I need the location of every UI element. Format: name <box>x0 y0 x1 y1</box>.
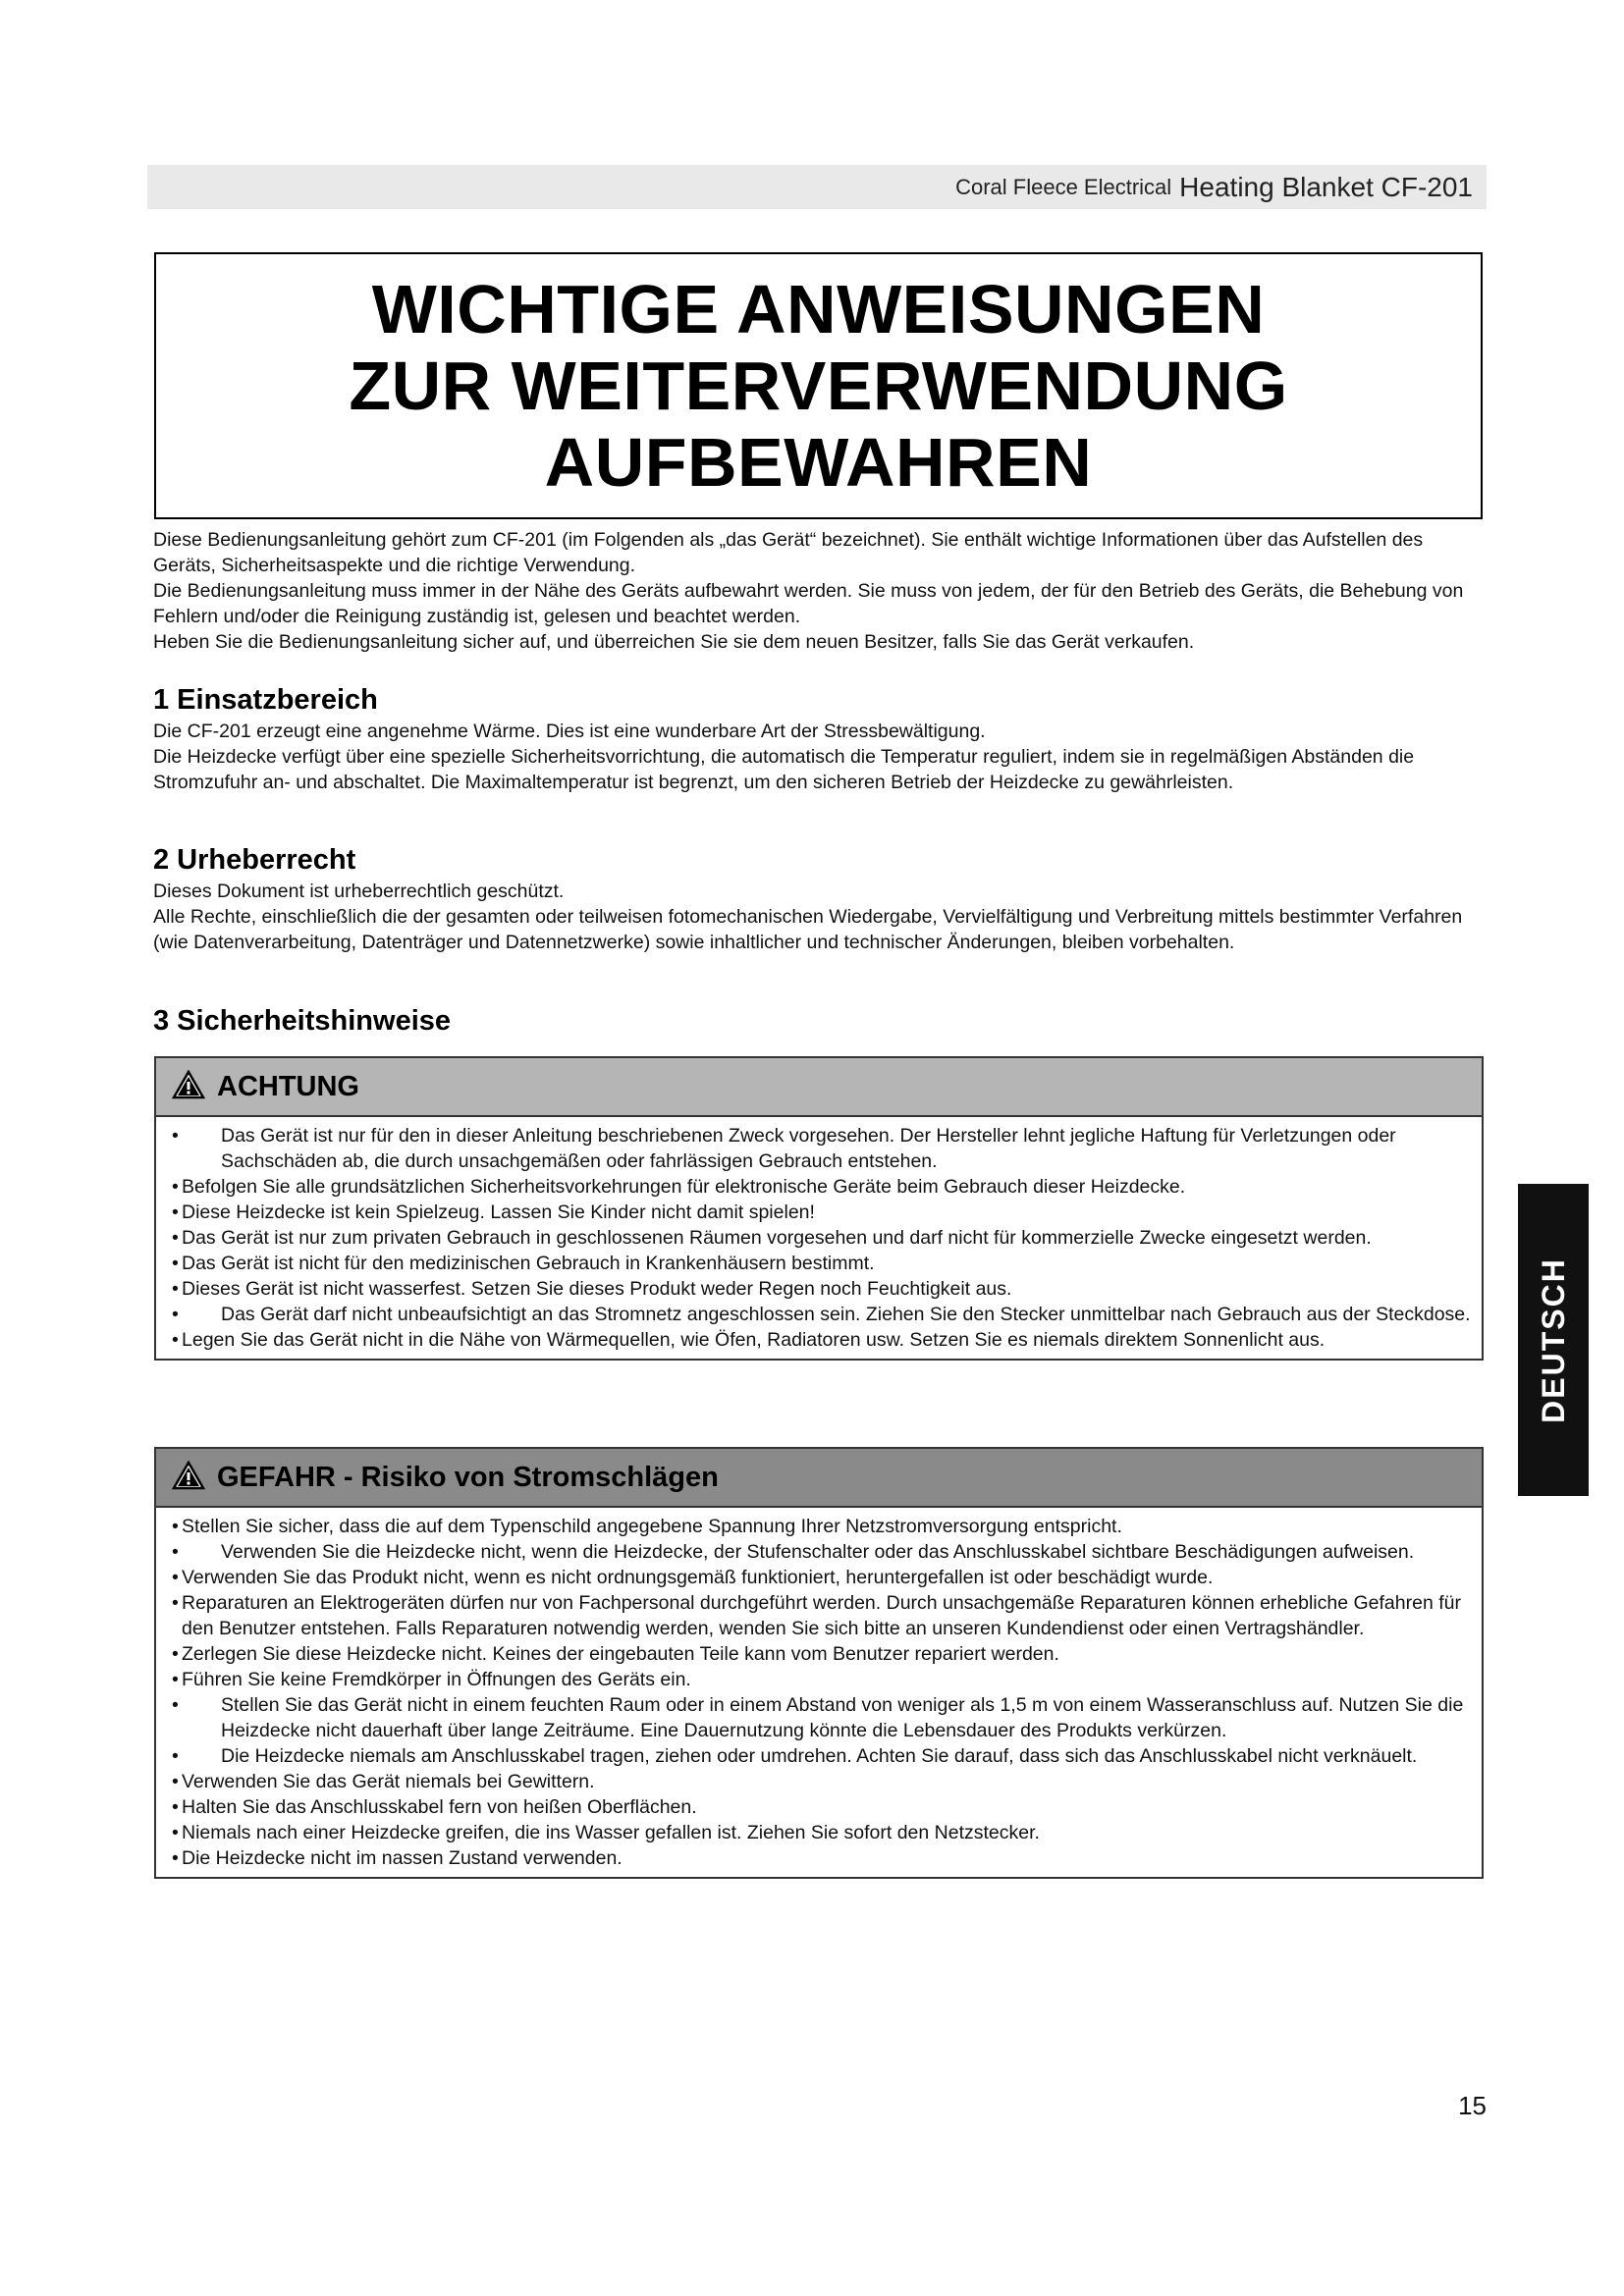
intro-paragraph: Diese Bedienungsanleitung gehört zum CF-201 (im Folgenden als „das Gerät“ bezeichnet). Sie enthält wichtige Informationen über das Aufstellen des Geräts, Sicherheitsaspekte und die richtige Verwendung. <box>153 529 1424 576</box>
danger-item-text: Die Heizdecke nicht im nassen Zustand verwenden. <box>182 1847 623 1869</box>
caution-item-text: Legen Sie das Gerät nicht in die Nähe von Wärmequellen, wie Öfen, Radiatoren usw. Setzen Sie es niemals direktem Sonnenlicht aus. <box>182 1329 1326 1351</box>
caution-item-text: Das Gerät ist nicht für den medizinischen Gebrauch in Krankenhäusern bestimmt. <box>182 1253 875 1274</box>
section2-text <box>153 879 1489 955</box>
danger-item-text: Reparaturen an Elektrogeräten dürfen nur von Fachpersonal durchgeführt werden. Durch unsachgemäße Reparaturen können erhebliche Gefahren für den Benutzer entstehen. Falls Reparaturen notwendig werden, wenden Sie sich bitte an unseren Kundendienst oder einen Vertragshändler. <box>182 1592 1461 1639</box>
caution-item-text: Dieses Gerät ist nicht wasserfest. Setzen Sie dieses Produkt weder Regen noch Feuchtigkeit aus. <box>182 1278 1012 1300</box>
list-item: • Das Gerät ist nur für den in dieser Anleitung beschriebenen Zweck vorgesehen. Der Hersteller lehnt jegliche Haftung für Verletzungen oder Sachschäden ab, die durch unsachgemäßen oder fahrlässigen Gebrauch entstehen. <box>172 1123 1472 1174</box>
warning-triangle-icon <box>172 1070 205 1104</box>
danger-item-text: Stellen Sie das Gerät nicht in einem feuchten Raum oder in einem Abstand von weniger als 1,5 m von einem Wasseranschluss auf. Nutzen Sie die Heizdecke nicht dauerhaft über lange Zeiträume. Eine Dauernutzung könnte die Lebensdauer des Produkts verkürzen. <box>221 1694 1464 1741</box>
list-item: • Zerlegen Sie diese Heizdecke nicht. Keines der eingebauten Teile kann vom Benutzer repariert werden. <box>172 1641 1472 1667</box>
list-item: • Befolgen Sie alle grundsätzlichen Sicherheitsvorkehrungen für elektronische Geräte beim Gebrauch dieser Heizdecke. <box>172 1174 1472 1200</box>
intro-paragraph: Die Bedienungsanleitung muss immer in der Nähe des Geräts aufbewahrt werden. Sie muss von jedem, der für den Betrieb des Geräts, die Behebung von Fehlern und/oder die Reinigung zuständig ist, gelesen und beachtet werden. <box>153 580 1464 627</box>
list-item: • Verwenden Sie das Produkt nicht, wenn es nicht ordnungsgemäß funktioniert, heruntergefallen ist oder beschädigt wurde. <box>172 1565 1472 1590</box>
caution-box <box>154 1056 1484 1361</box>
title-box <box>154 252 1483 519</box>
list-item: • Verwenden Sie das Gerät niemals bei Gewittern. <box>172 1769 1472 1794</box>
title-line-2: ZUR WEITERVERWENDUNG <box>349 347 1288 424</box>
title-line-3: AUFBEWAHREN <box>544 424 1093 501</box>
section1-paragraph: Die Heizdecke verfügt über eine spezielle Sicherheitsvorrichtung, die automatisch die Temperatur reguliert, indem sie in regelmäßigen Abständen die Stromzufuhr an- und abschaltet. Die Maximaltemperatur ist begrenzt, um den sicheren Betrieb der Heizdecke zu gewährleisten. <box>153 746 1415 793</box>
danger-header <box>156 1449 1482 1508</box>
section1-paragraph: Die CF-201 erzeugt eine angenehme Wärme. Dies ist eine wunderbare Art der Stressbewältigung. <box>153 721 986 742</box>
list-item: • Reparaturen an Elektrogeräten dürfen nur von Fachpersonal durchgeführt werden. Durch unsachgemäße Reparaturen können erhebliche Gefahren für den Benutzer entstehen. Falls Reparaturen notwendig werden, wenden Sie sich bitte an unseren Kundendienst oder einen Vertragshändler. <box>172 1590 1472 1641</box>
list-item: • Stellen Sie das Gerät nicht in einem feuchten Raum oder in einem Abstand von weniger als 1,5 m von einem Wasseranschluss auf. Nutzen Sie die Heizdecke nicht dauerhaft über lange Zeiträume. Eine Dauernutzung könnte die Lebensdauer des Produkts verkürzen. <box>172 1692 1472 1743</box>
section-heading-sicherheitshinweise: 3 Sicherheitshinweise <box>153 1005 452 1037</box>
section2-paragraph: Alle Rechte, einschließlich die der gesamten oder teilweisen fotomechanischen Wiedergabe, Vervielfältigung und Verbreitung mittels bestimmter Verfahren (wie Datenverarbeitung, Datenträger und Datennetzwerke) sowie inhaltlicher und technischer Änderungen, bleiben vorbehalten. <box>153 906 1463 953</box>
list-item: • Das Gerät darf nicht unbeaufsichtigt an das Stromnetz angeschlossen sein. Ziehen Sie den Stecker unmittelbar nach Gebrauch aus der Steckdose. <box>172 1304 1471 1325</box>
danger-box <box>154 1447 1484 1879</box>
list-item: • Dieses Gerät ist nicht wasserfest. Setzen Sie dieses Produkt weder Regen noch Feuchtigkeit aus. <box>172 1276 1472 1302</box>
warning-triangle-icon <box>172 1461 205 1495</box>
header-brand-small: Coral Fleece Electrical <box>955 174 1172 199</box>
header-brand-large: Heating Blanket CF-201 <box>1179 171 1473 202</box>
danger-title: GEFAHR - Risiko von Stromschlägen <box>217 1461 719 1493</box>
list-item: • Die Heizdecke nicht im nassen Zustand verwenden. <box>172 1845 1472 1871</box>
danger-item-text: Führen Sie keine Fremdkörper in Öffnungen des Geräts ein. <box>182 1669 691 1690</box>
list-item: • Das Gerät ist nicht für den medizinischen Gebrauch in Krankenhäusern bestimmt. <box>172 1251 1472 1276</box>
list-item: • Verwenden Sie die Heizdecke nicht, wenn die Heizdecke, der Stufenschalter oder das Anschlusskabel sichtbare Beschädigungen aufweisen. <box>172 1539 1472 1565</box>
caution-item-text: Das Gerät ist nur für den in dieser Anleitung beschriebenen Zweck vorgesehen. Der Hersteller lehnt jegliche Haftung für Verletzungen oder Sachschäden ab, die durch unsachgemäßen oder fahrlässigen Gebrauch entstehen. <box>221 1125 1396 1172</box>
danger-item-text: Niemals nach einer Heizdecke greifen, die ins Wasser gefallen ist. Ziehen Sie sofort den Netzstecker. <box>182 1822 1040 1843</box>
list-item: • Diese Heizdecke ist kein Spielzeug. Lassen Sie Kinder nicht damit spielen! <box>172 1200 1472 1225</box>
danger-item-text: Die Heizdecke niemals am Anschlusskabel tragen, ziehen oder umdrehen. Achten Sie darauf, dass sich das Anschlusskabel nicht verknäuelt. <box>221 1745 1418 1767</box>
caution-item-text: Diese Heizdecke ist kein Spielzeug. Lassen Sie Kinder nicht damit spielen! <box>182 1201 815 1223</box>
section-heading-urheberrecht: 2 Urheberrecht <box>153 844 356 876</box>
page-header <box>147 165 1487 209</box>
section1-text <box>153 719 1489 795</box>
list-item: • Halten Sie das Anschlusskabel fern von heißen Oberflächen. <box>172 1794 1472 1820</box>
section-heading-einsatzbereich: 1 Einsatzbereich <box>153 684 378 716</box>
language-side-tab <box>1518 1184 1589 1496</box>
danger-item-text: Verwenden Sie das Produkt nicht, wenn es nicht ordnungsgemäß funktioniert, heruntergefallen ist oder beschädigt wurde. <box>182 1567 1214 1588</box>
page-number: 15 <box>1458 2091 1487 2120</box>
caution-list <box>156 1117 1482 1359</box>
caution-title: ACHTUNG <box>217 1070 359 1102</box>
danger-item-text: Zerlegen Sie diese Heizdecke nicht. Keines der eingebauten Teile kann vom Benutzer repariert werden. <box>182 1643 1059 1665</box>
danger-item-text: Verwenden Sie das Gerät niemals bei Gewittern. <box>182 1771 595 1792</box>
danger-item-text: Halten Sie das Anschlusskabel fern von heißen Oberflächen. <box>182 1796 697 1818</box>
caution-item-text: Das Gerät darf nicht unbeaufsichtigt an das Stromnetz angeschlossen sein. Ziehen Sie den Stecker unmittelbar nach Gebrauch aus der Steckdose. <box>221 1304 1471 1325</box>
danger-item-text: Verwenden Sie die Heizdecke nicht, wenn die Heizdecke, der Stufenschalter oder das Anschlusskabel sichtbare Beschädigungen aufweisen. <box>221 1541 1415 1563</box>
language-side-tab-label: DEUTSCH <box>1535 1256 1571 1423</box>
list-item: • Legen Sie das Gerät nicht in die Nähe von Wärmequellen, wie Öfen, Radiatoren usw. Setzen Sie es niemals direktem Sonnenlicht aus. <box>172 1327 1472 1353</box>
caution-header <box>156 1058 1482 1117</box>
intro-text <box>153 527 1489 655</box>
caution-item-text: Befolgen Sie alle grundsätzlichen Sicherheitsvorkehrungen für elektronische Geräte beim Gebrauch dieser Heizdecke. <box>182 1176 1186 1198</box>
section2-paragraph: Dieses Dokument ist urheberrechtlich geschützt. <box>153 881 565 902</box>
danger-item-text: Stellen Sie sicher, dass die auf dem Typenschild angegebene Spannung Ihrer Netzstromversorgung entspricht. <box>182 1516 1122 1537</box>
caution-item-text: Das Gerät ist nur zum privaten Gebrauch in geschlossenen Räumen vorgesehen und darf nicht für kommerzielle Zwecke eingesetzt werden. <box>182 1227 1372 1249</box>
danger-list <box>156 1508 1482 1877</box>
list-item: • Führen Sie keine Fremdkörper in Öffnungen des Geräts ein. <box>172 1667 1472 1692</box>
title-line-1: WICHTIGE ANWEISUNGEN <box>371 271 1266 347</box>
list-item: • Stellen Sie sicher, dass die auf dem Typenschild angegebene Spannung Ihrer Netzstromversorgung entspricht. <box>172 1514 1472 1539</box>
list-item: • Die Heizdecke niemals am Anschlusskabel tragen, ziehen oder umdrehen. Achten Sie darauf, dass sich das Anschlusskabel nicht verknäuelt. <box>172 1743 1472 1769</box>
list-item: • Das Gerät ist nur zum privaten Gebrauch in geschlossenen Räumen vorgesehen und darf nicht für kommerzielle Zwecke eingesetzt werden. <box>172 1225 1472 1251</box>
intro-paragraph: Heben Sie die Bedienungsanleitung sicher auf, und überreichen Sie sie dem neuen Besitzer, falls Sie das Gerät verkaufen. <box>153 631 1195 653</box>
list-item: • Niemals nach einer Heizdecke greifen, die ins Wasser gefallen ist. Ziehen Sie sofort den Netzstecker. <box>172 1820 1472 1845</box>
